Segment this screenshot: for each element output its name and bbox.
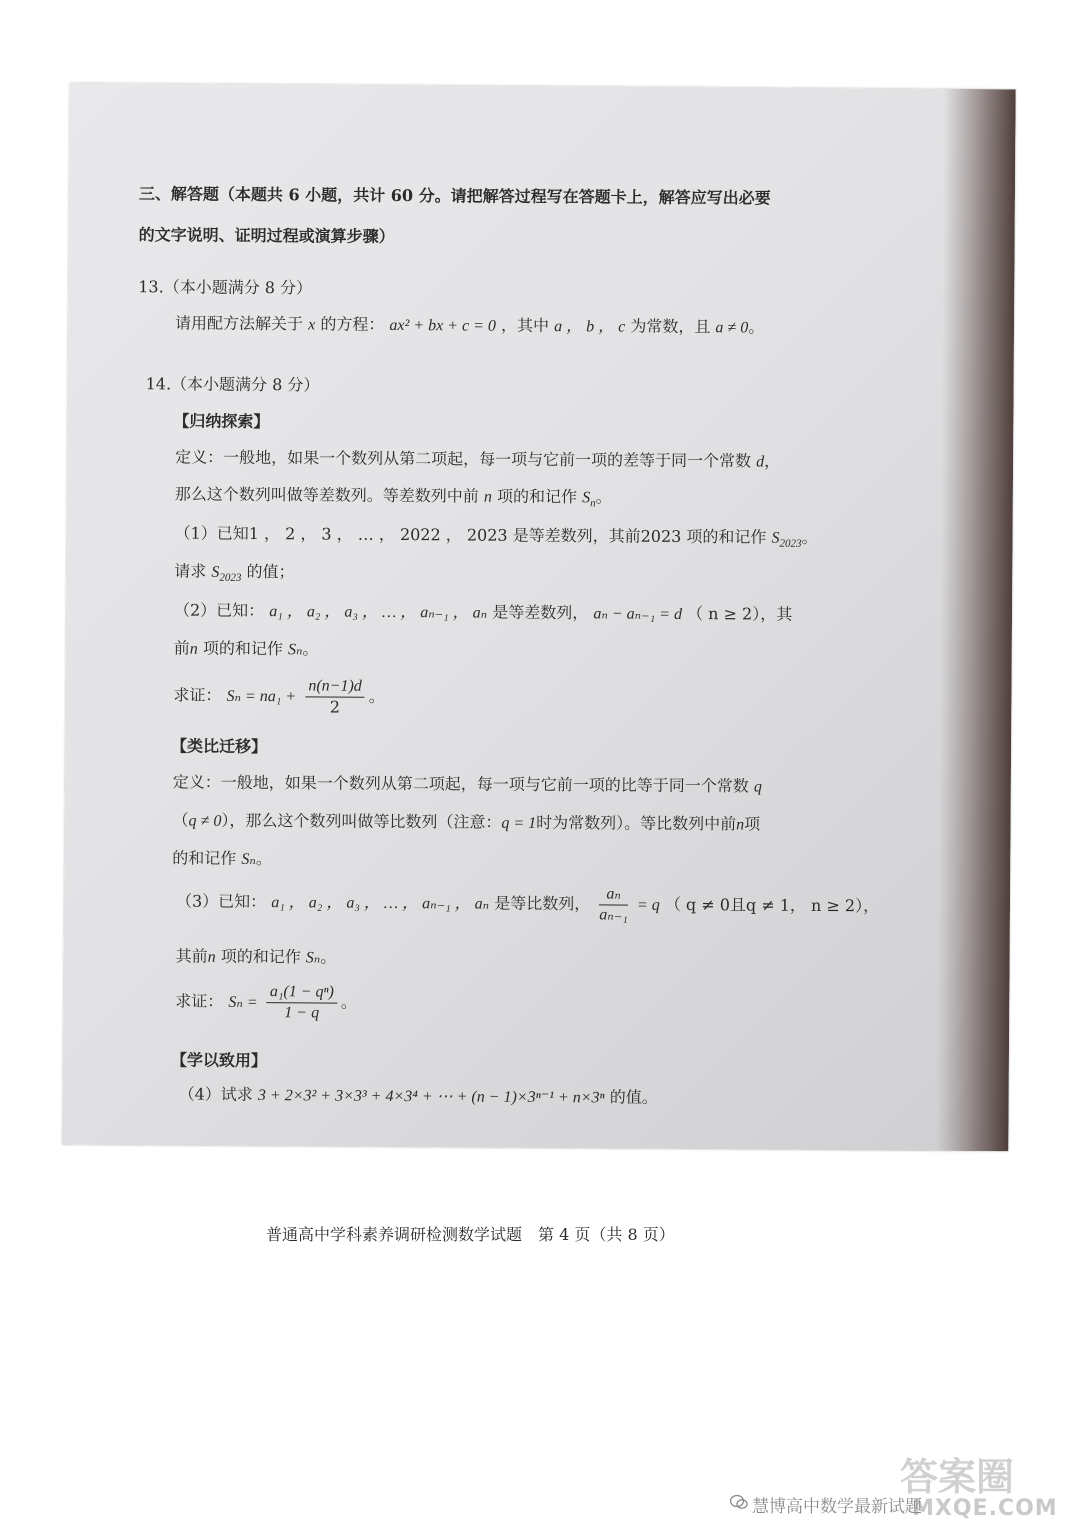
def2-l2e: 项 (744, 814, 761, 834)
p3-num: aₙ (599, 884, 628, 905)
q14-part2-q3 (176, 881, 879, 927)
q13-condition: a ≠ 0 (715, 319, 749, 337)
p2-l2n: n (189, 640, 198, 658)
p3-l2b: 项的和记作 (220, 946, 301, 967)
q13-text-d: 为常数，且 (630, 316, 711, 337)
p2-l2end: 。 (302, 639, 319, 659)
def2-l3end: 。 (255, 849, 272, 869)
p4-a: （4）试求 (178, 1084, 253, 1105)
p3-l2S: Sₙ (305, 949, 321, 967)
p2-l2S: Sₙ (287, 641, 303, 659)
def2-l2c: q = 1 (501, 814, 537, 832)
q14-part1-q1 (174, 522, 817, 554)
q13-vars: a ， b ， c (554, 318, 626, 336)
p2-seq: a₁ ， a₂ ， a₃ ， … ， aₙ₋₁ ， aₙ (269, 603, 488, 622)
p2-cond: （ n ≥ 2），其 (687, 604, 793, 624)
q14-part1-q2 (174, 599, 792, 626)
def1-sub-n: n (590, 497, 596, 510)
prove2-num: a₁(1 − qⁿ) (267, 982, 337, 1003)
p1-ask-S: S (211, 563, 220, 581)
prove2-label: 求证： (175, 991, 224, 1011)
q13-text-c: ，其中 (500, 315, 550, 336)
watermark-site: MXQE.COM (912, 1496, 1058, 1521)
q14-title: 14.（本小题满分 8 分） (145, 374, 320, 395)
prove1-den: 2 (329, 697, 341, 717)
q13-text-a: 请用配方法解关于 (174, 313, 304, 334)
p2-l2a: 前 (173, 638, 190, 658)
prove2-den: 1 − q (284, 1004, 320, 1022)
p1-ask-sub: 2023 (219, 571, 242, 584)
q14-part2-header: 【类比迁移】 (171, 736, 268, 757)
prove2-end: 。 (340, 992, 357, 1012)
prove1-num: n(n−1)d (305, 676, 365, 697)
p3-seq: a₁ ， a₂ ， a₃ ， … ， aₙ₋₁ ， aₙ (271, 894, 490, 913)
section-heading-line2: 的文字说明、证明过程或演算步骤） (138, 225, 395, 246)
prove1-fraction (305, 676, 365, 717)
def2-l1a: 定义：一般地，如果一个数列从第二项起，每一项与它前一项的比等于同一个常数 (172, 772, 749, 796)
def2-l2a: （ (172, 810, 189, 830)
p1-text: （1）已知1 ， 2 ， 3 ， … ， 2022 ， 2023 是等差数列，其前2023 项的和记作 (174, 523, 767, 547)
wechat-icon (730, 1494, 748, 1510)
q13-equation: ax² + bx + c = 0 (389, 316, 497, 335)
p3-eq: = q (636, 896, 660, 914)
p1-ask-a: 请求 (174, 561, 207, 581)
def2-l2d: 时为常数列）。等比数列中前 (536, 812, 737, 834)
p3-l2n: n (207, 948, 216, 966)
def2-q: q (753, 778, 762, 796)
page-footer: 普通高中学科素养调研检测数学试题 第 4 页（共 8 页） (266, 1225, 675, 1244)
def1-d: d (756, 453, 765, 471)
prove1-lhs: Sₙ = na₁ + (226, 687, 297, 706)
p3-l2end: 。 (320, 947, 337, 967)
q14-def2-line1 (173, 771, 762, 798)
def2-l2b: ），那么这个数列叫做等比数列（注意： (221, 810, 502, 832)
def1-S: S (582, 489, 591, 507)
def1-n: n (483, 488, 493, 506)
def1-l2a: 那么这个数列叫做等差数列。等差数列中前 (174, 484, 479, 506)
p3-den: aₙ₋₁ (599, 906, 628, 924)
prove2-fraction (267, 982, 337, 1023)
def2-l3S: Sₙ (241, 850, 256, 869)
paper-shadow-edge (936, 89, 1015, 1151)
prove2-lhs: Sₙ = (228, 993, 258, 1012)
p3-b: 是等比数列， (494, 893, 591, 914)
p3-a: （3）已知： (175, 891, 267, 912)
p2-b: 是等差数列， (492, 602, 589, 623)
def1-comma: ， (764, 451, 781, 471)
q14-part1-q2-line2 (174, 637, 319, 661)
def1-l2b: 项的和记作 (496, 486, 578, 507)
p3-fraction (599, 884, 628, 925)
def2-l2n: n (736, 816, 745, 834)
p1-sub: 2023 (779, 537, 802, 550)
section-heading-line1: 三、解答题（本题共 6 小题，共计 60 分。请把解答过程写在答题卡上，解答应写出必要 (138, 184, 771, 208)
q14-def2-line2 (172, 809, 760, 836)
def1-text: 定义：一般地，如果一个数列从第二项起，每一项与它前一项的差等于同一个常数 (175, 447, 752, 471)
p1-S: S (771, 529, 780, 547)
q13-text-b: 的方程： (320, 314, 385, 334)
p2-l2b: 项的和记作 (202, 638, 283, 659)
q14-prove2 (175, 981, 357, 1023)
p4-expr: 3 + 2×3² + 3×3³ + 4×3⁴ + ⋯ + (n − 1)×3ⁿ⁻¹ + n×3ⁿ (257, 1087, 605, 1107)
q13-statement (175, 312, 764, 339)
q14-part1-ask (174, 560, 294, 589)
p4-b: 的值。 (609, 1087, 658, 1107)
def2-l3a: 的和记作 (172, 848, 237, 868)
q14-part1-header: 【归纳探索】 (173, 411, 270, 432)
q14-part3-header: 【学以致用】 (170, 1050, 267, 1071)
p3-cond: （ q ≠ 0且q ≠ 1， n ≥ 2）， (664, 894, 880, 916)
q14-prove1 (173, 675, 385, 717)
q14-part3-q4 (179, 1083, 658, 1109)
p1-ask-b: 的值； (246, 561, 295, 582)
def1-end: 。 (595, 487, 612, 507)
q14-def1-line2 (175, 483, 612, 514)
watermark-logo: 答案圈 (900, 1455, 1015, 1499)
q13-end: 。 (748, 317, 765, 337)
p1-end: 。 (801, 527, 818, 547)
q13-var-x: x (308, 316, 316, 334)
q14-part2-q3-line2 (176, 945, 337, 969)
watermark-account: 慧博高中数学最新试题 (752, 1497, 922, 1517)
p2-rel: aₙ − aₙ₋₁ = d (593, 605, 683, 623)
def2-l2cond: q ≠ 0 (188, 812, 222, 830)
p3-l2a: 其前 (175, 946, 208, 966)
exam-paper (62, 83, 1015, 1152)
prove1-label: 求证： (173, 685, 222, 705)
q14-def2-line3 (172, 847, 272, 871)
p2-a: （2）已知： (173, 600, 265, 621)
prove1-end: 。 (368, 686, 385, 706)
q13-title: 13.（本小题满分 8 分） (138, 277, 313, 298)
q14-def1-line1 (175, 446, 780, 473)
